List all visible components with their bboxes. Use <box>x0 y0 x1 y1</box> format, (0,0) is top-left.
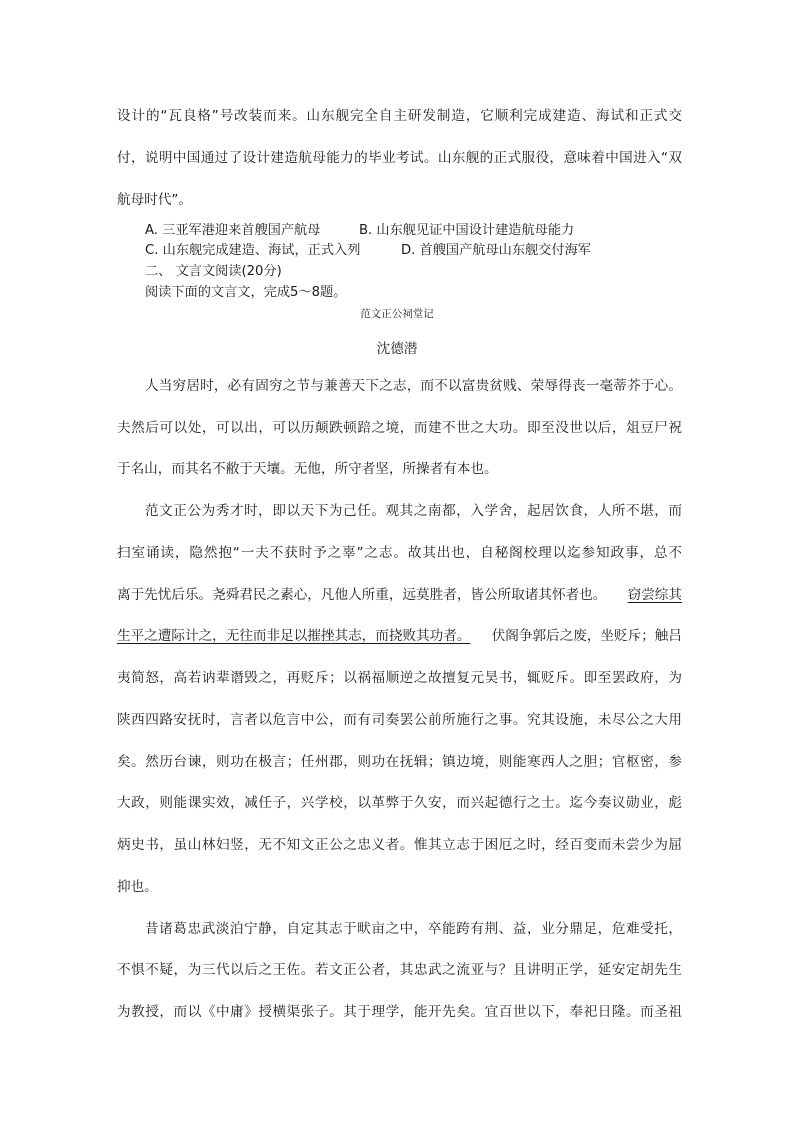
article-line: 陕西四路安抚时，言者以危言中公，而有司奏罢公前所施行之事。究其设施，未尽公之大用 <box>117 712 682 728</box>
article-line-mixed <box>117 585 682 605</box>
article-text: 伏阁争郭后之废，坐贬斥；触吕 <box>491 628 682 644</box>
article-line: 不惧不疑，为三代以后之王佐。若文正公者，其忠武之流亚与？且讲明正学，延安定胡先生 <box>117 962 682 978</box>
passage-line: 航母时代”。 <box>117 192 193 208</box>
article-author: 沈德潜 <box>376 341 418 357</box>
article-line: 范文正公为秀才时，即以天下为己任。观其之南都，入学舍，起居饮食，人所不堪，而 <box>145 503 682 519</box>
passage-line: 付，说明中国通过了设计建造航母能力的毕业考试。山东舰的正式服役，意味着中国进入“双 <box>117 150 682 166</box>
article-text: 离于先忧后乐。尧舜君民之素心，凡他人所重，远莫胜者，皆公所取诸其怀者也。 <box>117 587 607 603</box>
section-heading: 二、 文言文阅读(20分) <box>145 264 282 279</box>
article-line: 人当穷居时，必有固穷之节与兼善天下之志，而不以富贵贫贱、荣辱得丧一毫蒂芥于心。 <box>145 378 682 394</box>
underlined-sentence-start: 窃尝综其 <box>627 587 682 603</box>
article-title: 范文正公祠堂记 <box>360 308 434 320</box>
article-line: 大政，则能课实效，减任子，兴学校，以革弊于久安，而兴起德行之士。迄今奏议勋业，彪 <box>117 795 682 811</box>
article-line: 抑也。 <box>117 879 158 895</box>
article-line: 矣。然历台谏，则功在极言；任州郡，则功在抚辑；镇边境，则能寒西人之胆；官枢密，参 <box>117 754 682 770</box>
article-line: 炳史书，虽山林妇竖，无不知文正公之忠义者。惟其立志于困厄之时，经百变而未尝少为屈 <box>117 837 682 853</box>
option-a: A. 三亚军港迎来首艘国产航母 <box>145 223 321 238</box>
passage-line: 设计的“瓦良格”号改装而来。山东舰完全自主研发制造，它顺利完成建造、海试和正式交 <box>117 108 682 124</box>
article-line-mixed <box>117 626 682 646</box>
article-line: 为教授，而以《中庸》授横渠张子。其于理学，能开先矣。宜百世以下，奉祀日隆。而圣祖 <box>117 1004 682 1020</box>
option-d: D. 首艘国产航母山东舰交付海军 <box>401 243 591 258</box>
article-line: 夷简怒，高若讷辈谮毁之，再贬斥；以祸福顺逆之故擅复元昊书，辄贬斥。即至罢政府，为 <box>117 670 682 686</box>
article-line: 于名山，而其名不敝于天壤。无他，所守者坚，所操者有本也。 <box>117 461 498 477</box>
option-b: B. 山东舰见证中国设计建造航母能力 <box>359 223 575 238</box>
section-instruction: 阅读下面的文言文，完成5～8题。 <box>145 285 347 300</box>
article-line: 昔诸葛忠武淡泊宁静，自定其志于畎亩之中，卒能跨有荆、益，业分鼎足，危难受托， <box>145 921 682 937</box>
underlined-sentence-end: 生平之遭际计之，无往而非足以摧挫其志，而挠败其功者。 <box>117 628 471 644</box>
article-line: 扫室诵读，隐然抱“一夫不获时予之辜”之志。故其出也，自秘阁校理以迄参知政事，总不 <box>117 545 682 561</box>
article-line: 夫然后可以处，可以出，可以历颠跌顿踣之境，而建不世之大功。即至没世以后，俎豆尸祝 <box>117 420 682 436</box>
option-c: C. 山东舰完成建造、海试，正式入列 <box>145 243 361 258</box>
